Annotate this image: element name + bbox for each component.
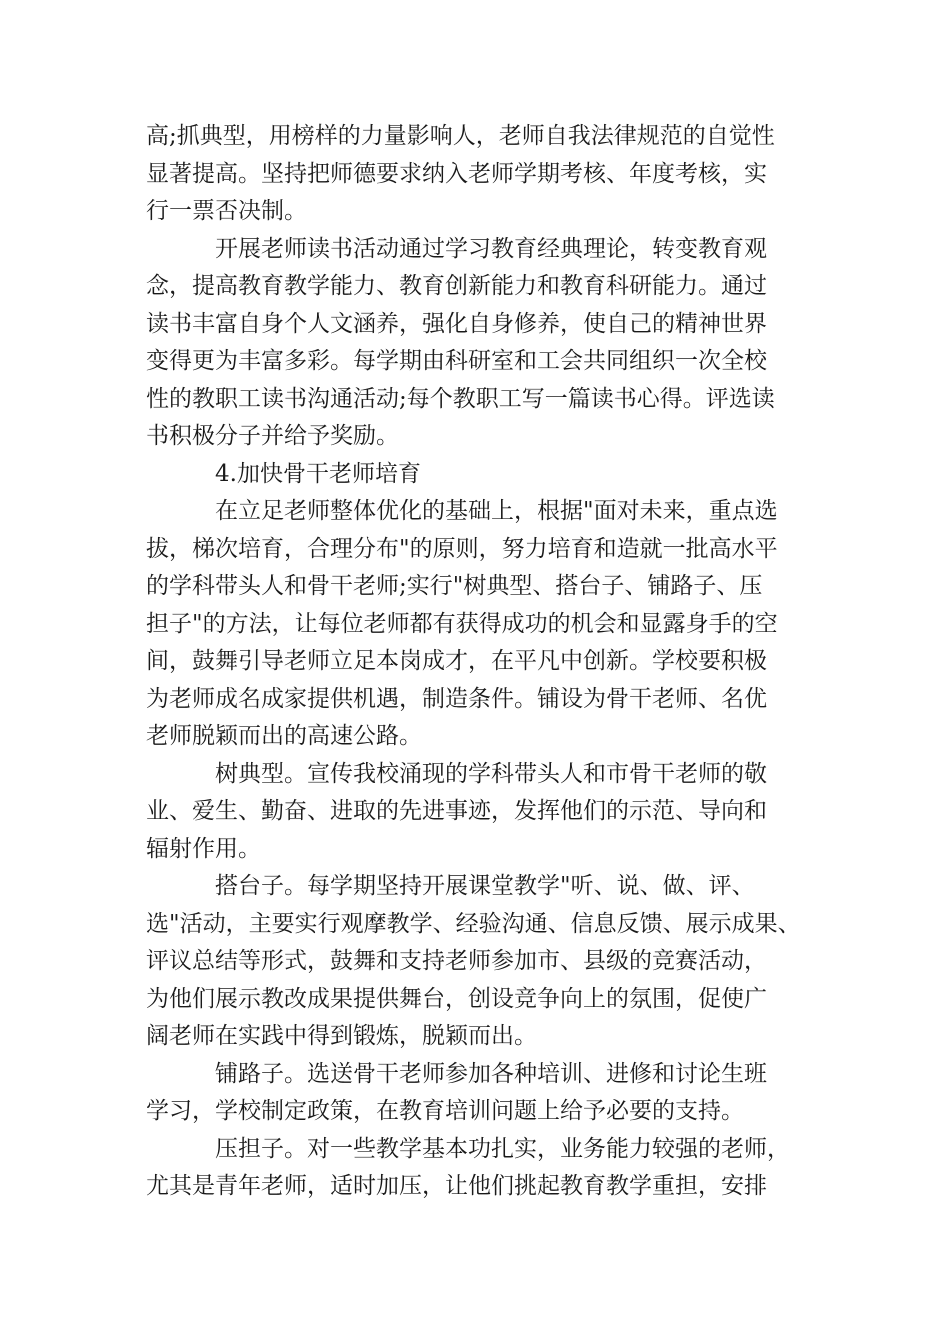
text-line: 间，鼓舞引导老师立足本岗成才，在平凡中创新。学校要积极 bbox=[146, 648, 767, 674]
text-line: 评议总结等形式，鼓舞和支持老师参加市、县级的竞赛活动， bbox=[146, 948, 767, 974]
text-line: 书积极分子并给予奖励。 bbox=[146, 423, 399, 449]
text-line: 选"活动，主要实行观摩教学、经验沟通、信息反馈、展示成果、 bbox=[146, 910, 801, 937]
paragraph-start-line: 压担子。对一些教学基本功扎实，业务能力较强的老师， bbox=[215, 1135, 790, 1162]
text-line: 业、爱生、勤奋、进取的先进事迹，发挥他们的示范、导向和 bbox=[146, 798, 767, 824]
section-heading: 4.加快骨干老师培育 bbox=[215, 460, 421, 487]
text-line: 为老师成名成家提供机遇，制造条件。铺设为骨干老师、名优 bbox=[146, 685, 767, 712]
document-page bbox=[146, 118, 816, 1206]
text-line: 念，提高教育教学能力、教育创新能力和教育科研能力。通过 bbox=[146, 273, 767, 299]
text-line: 尤其是青年老师，适时加压，让他们挑起教育教学重担，安排 bbox=[146, 1173, 767, 1199]
text-line: 拔，梯次培育，合理分布"的原则，努力培育和造就一批高水平 bbox=[146, 535, 778, 562]
paragraph-start-line: 树典型。宣传我校涌现的学科带头人和市骨干老师的敬 bbox=[215, 760, 767, 787]
text-line: 行一票否决制。 bbox=[146, 198, 307, 224]
paragraph-start-line: 搭台子。每学期坚持开展课堂教学"听、说、做、评、 bbox=[215, 873, 755, 899]
text-line: 高;抓典型，用榜样的力量影响人，老师自我法律规范的自觉性 bbox=[146, 123, 775, 149]
paragraph-start-line: 在立足老师整体优化的基础上，根据"面对未来，重点选 bbox=[215, 498, 778, 524]
text-line: 学习，学校制定政策，在教育培训问题上给予必要的支持。 bbox=[146, 1098, 744, 1124]
paragraph-start-line: 开展老师读书活动通过学习教育经典理论，转变教育观 bbox=[215, 235, 767, 262]
text-line: 老师脱颖而出的高速公路。 bbox=[146, 723, 422, 749]
text-line: 显著提高。坚持把师德要求纳入老师学期考核、年度考核，实 bbox=[146, 160, 767, 187]
text-line: 担子"的方法，让每位老师都有获得成功的机会和显露身手的空 bbox=[146, 610, 778, 637]
text-line: 为他们展示教改成果提供舞台，创设竞争向上的氛围，促使广 bbox=[146, 985, 767, 1012]
text-line: 阔老师在实践中得到锻炼，脱颖而出。 bbox=[146, 1023, 537, 1049]
paragraph-start-line: 铺路子。选送骨干老师参加各种培训、进修和讨论生班 bbox=[215, 1060, 767, 1087]
text-line: 读书丰富自身个人文涵养，强化自身修养，使自己的精神世界 bbox=[146, 310, 767, 337]
text-line: 辐射作用。 bbox=[146, 835, 261, 862]
text-line: 变得更为丰富多彩。每学期由科研室和工会共同组织一次全校 bbox=[146, 348, 767, 374]
text-line: 性的教职工读书沟通活动;每个教职工写一篇读书心得。评选读 bbox=[146, 385, 775, 412]
text-line: 的学科带头人和骨干老师;实行"树典型、搭台子、铺路子、压 bbox=[146, 573, 763, 599]
